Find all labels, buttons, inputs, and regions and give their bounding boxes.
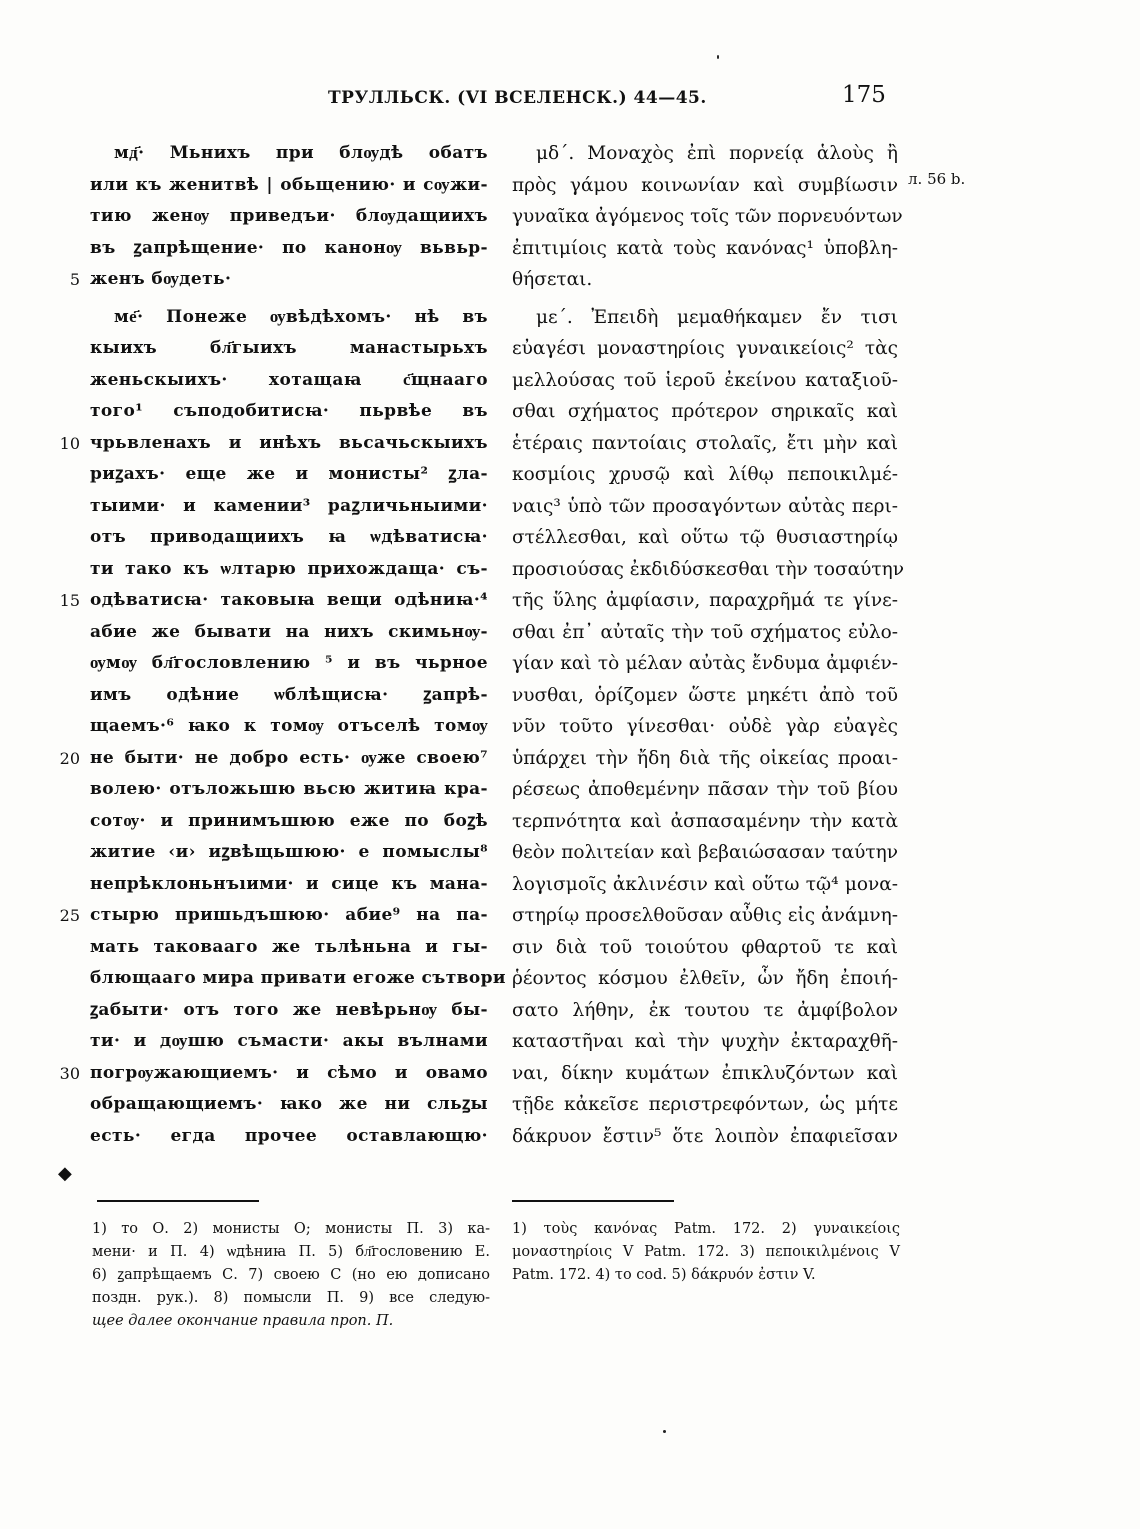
slavonic-column [90,138,506,1152]
greek-line: ἑτέραις παντοίαις στολαῖς, ἔτι μὴν καὶ [512,432,898,454]
slavonic-line: ти тако къ ѡлтарю прихождаща· съ- [90,558,488,579]
slavonic-line: не быти· не добро есть· ѹже своею⁷ [90,747,488,768]
greek-line: δάκρυον ἔστιν⁵ ὅτε λοιπὸν ἐπαφιεῖσαν [512,1125,898,1147]
greek-line: ὑπάρχει τὴν ἤδη διὰ τῆς οἰκείας προαι- [512,747,898,769]
page-number: 175 [842,82,886,108]
scan-speck [717,55,719,59]
greek-line: νυσθαι, ὁρίζομεν ὥστε μηκέτι ἀπὸ τοῦ [512,684,898,706]
slavonic-line: одѣватисꙗ· таковыꙗ вещи одѣниꙗ·⁴ [90,590,488,610]
slavonic-line: обращающиемъ· ꙗко же ни сльꙁы [90,1094,488,1114]
running-title: ТРУЛЛЬСК. (VI ВСЕЛЕНСК.) 44—45. [328,88,707,108]
greek-line: καταστῆναι καὶ τὴν ψυχὴν ἐκταραχθῆ- [512,1031,898,1052]
greek-line: γυναῖκα ἀγόμενος τοῖς τῶν πορνευόντων [512,206,903,227]
slavonic-line: житие ‹и› иꙁвѣщьшюю· е помыслы⁸ [90,842,488,862]
line-number: 5 [69,270,80,289]
greek-line: σιν διὰ τοῦ τοιούτου φθαρτοῦ τε καὶ [512,936,898,958]
footnotes-greek [512,1218,900,1287]
greek-line: ναι, δίκην κυμάτων ἐπικλυζόντων καὶ [512,1062,898,1084]
slavonic-line: мать таковааго же тьлѣньна и гы- [90,936,488,957]
greek-line: με΄. Ἐπειδὴ μεμαθήκαμεν ἔν τισι [536,306,898,328]
slavonic-line: отъ приводащиихъ ꙗ ѡдѣватисꙗ· [90,527,488,547]
slavonic-line: блющааго мира привати егоже сътвори [90,968,506,988]
greek-line: σθαι ἐπ᾽ αὐταῖς τὴν τοῦ σχήματος εὐλο- [512,621,898,643]
slavonic-line: погрѹжающиемъ· и сѣмо и овамо [90,1062,488,1083]
greek-line: λογισμοῖς ἀκλινέσιν καὶ οὕτω τῷ⁴ μονα- [512,873,898,895]
slavonic-line: ме҃· Понеже ѹвѣдѣхомъ· нѣ въ [114,306,488,327]
margin-folio-note: л. 56 b. [908,170,966,188]
footnote-line: 1) то О. 2) монисты О; монисты П. 3) ка- [92,1221,490,1237]
slavonic-line: мд҃· Мьнихъ при блѹдѣ обатъ [114,143,488,163]
slavonic-line: въ ꙁапрѣщение· по канонѹ вьвьр- [90,237,488,258]
slavonic-line: абие же бывати на нихъ скимьнѹ- [90,621,488,642]
greek-line: τῆς ὕλης ἀμφίασιν, παραχρῆμά τε γίνε- [512,590,898,611]
greek-line: πρὸς γάμου κοινωνίαν καὶ συμβίωσιν [512,174,898,196]
greek-line: προσιούσας ἐκδιδύσκεσθαι τὴν τοσαύτην [512,558,904,580]
scan-speck [663,1430,666,1433]
slavonic-line: тыими· и камении³ раꙁличьныими· [90,495,488,516]
greek-line: γίαν καὶ τὸ μέλαν αὐτὰς ἔνδυμα ἀμφιέν- [512,653,898,674]
slavonic-line: щаемъ·⁶ ꙗко к томѹ отъселѣ томѹ [90,716,488,736]
footnote-rule-greek [512,1200,674,1202]
slavonic-line: ѹмѹ бл҃гословлению ⁵ и въ чьрное [90,653,488,673]
footnote-line: 6) ꙁапрѣщаемъ С. 7) своею С (но ею дописано [92,1267,490,1283]
slavonic-line: есть· егда прочее оставлающю· [90,1125,488,1146]
greek-line: εὐαγέσι μοναστηρίοις γυναικείοις² τὰς [512,338,898,359]
slavonic-line: риꙁахъ· еще же и монисты² ꙁла- [90,464,488,484]
footnote-line: мени· и П. 4) ѡдѣниꙗ П. 5) бл҃гословению Е. [92,1244,490,1260]
greek-line: θεὸν πολιτείαν καὶ βεβαιώσασαν ταύτην [512,842,898,863]
slavonic-line: женъ бѹдеть· [90,269,232,289]
footnote-line: 1) τοὺς κανόνας Patm. 172. 2) γυναικείοις [512,1221,900,1237]
slavonic-line: ꙁабыти· отъ того же невѣрьнѹ бы- [90,999,488,1020]
slavonic-line: того¹ съподобитисꙗ· пьрвѣе въ [90,401,488,421]
slavonic-line: непрѣклоньнъıими· и сице къ мана- [90,873,488,894]
slavonic-line: или къ женитвѣ | обьщению· и сѹжи- [90,174,488,195]
slavonic-line: волею· отъложьшю вьсю житиꙗ кра- [90,779,488,799]
slavonic-line: кыихъ бл҃гыихъ манастырьхъ [90,338,488,358]
footnotes-slavonic [92,1218,490,1333]
greek-line: σατο λήθην, ἐκ τουτου τε ἀμφίβολον [512,999,898,1021]
greek-column [512,138,904,1152]
slavonic-line: ти· и дѹшю съмасти· акы вълнами [90,1031,488,1051]
greek-line: ναις³ ὑπὸ τῶν προσαγόντων αὐτὰς περι- [512,495,898,517]
footnote-line: поздн. рук.). 8) помысли П. 9) все следую- [92,1290,490,1306]
greek-line: θήσεται. [512,269,593,290]
footnote-line: щее далее окончание правила проп. П. [92,1313,394,1329]
greek-line: ῥέοντος κόσμου ἐλθεῖν, ὧν ἤδη ἐποιή- [512,968,898,989]
greek-line: μελλούσας τοῦ ἱεροῦ ἐκείνου καταξιοῦ- [512,369,898,391]
line-number: 30 [59,1063,80,1083]
greek-line: μδ΄. Μοναχὸς ἐπὶ πορνείᾳ ἁλοὺς ἢ [536,143,898,164]
greek-line: σθαι σχήματος πρότερον σηρικαῖς καὶ [512,401,898,422]
slavonic-line: стырю пришьдъшюю· абие⁹ на па- [90,905,488,925]
greek-line: στέλλεσθαι, καὶ οὕτω τῷ θυσιαστηρίῳ [512,527,898,548]
line-number: 20 [59,748,80,768]
greek-line: τερπνότητα καὶ ἀσπασαμένην τὴν κατὰ [512,810,898,832]
footnote-rule-slavonic [97,1200,259,1202]
greek-line: νῦν τοῦτο γίνεσθαι· οὐδὲ γὰρ εὐαγὲς [512,716,898,737]
slavonic-line: чрьвленахъ и инѣхъ вьсачьскыихъ [90,432,488,453]
slavonic-line: сотѹ· и принимъшюю еже по боꙁѣ [90,810,488,831]
slavonic-line: имъ одѣние ѡблѣщисꙗ· ꙁапрѣ- [90,684,488,705]
greek-line: στηρίῳ προσελθοῦσαν αὖθις εἰς ἀνάμνη- [512,905,898,926]
slavonic-line: тию женѹ приведъи· блѹдащиихъ [90,206,488,226]
greek-line: τῇδε κἀκεῖσε περιστρεφόντων, ὡς μήτε [512,1094,898,1115]
greek-line: ρέσεως ἀποθεμένην πᾶσαν τὴν τοῦ βίου [512,779,898,800]
line-number: 25 [59,906,80,925]
slavonic-line: женьскыихъ· хотащаꙗ с҃щнааго [90,369,488,390]
line-number: 10 [59,433,80,453]
greek-line: ἐπιτιμίοις κατὰ τοὺς κανόνας¹ ὑποβλη- [512,237,898,259]
footnote-line: μοναστηρίοις V Patm. 172. 3) πεποικιλμένοις V [512,1244,900,1260]
greek-line: κοσμίοις χρυσῷ καὶ λίθῳ πεποικιλμέ- [512,464,898,485]
continuation-marker: ◆ [58,1163,72,1184]
footnote-line: Patm. 172. 4) το cod. 5) δάκρυόν ἐστιν V. [512,1267,816,1283]
line-number: 15 [59,591,80,610]
line-numbers [40,138,80,1089]
